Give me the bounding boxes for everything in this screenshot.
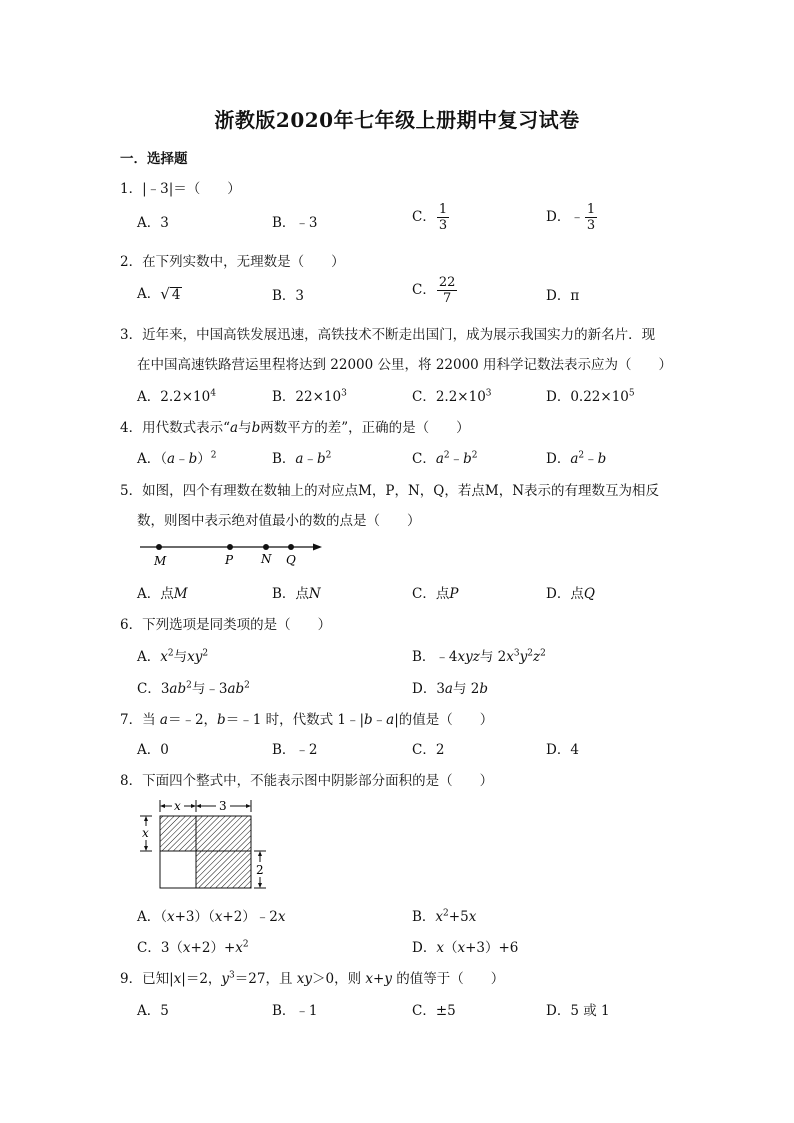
numerator: 1 bbox=[586, 202, 596, 217]
variable: b bbox=[316, 451, 326, 467]
variable: a bbox=[444, 681, 453, 697]
option-text: A．（ bbox=[137, 451, 167, 467]
section-heading: 一．选择题 bbox=[120, 151, 188, 167]
variable: x bbox=[506, 649, 514, 665]
q5-option-d[interactable] bbox=[546, 582, 595, 602]
point-p bbox=[227, 544, 233, 550]
stem-text: |＝2， bbox=[181, 971, 222, 987]
exponent: 2 bbox=[325, 450, 332, 461]
question-6-stem: 6．下列选项是同类项的是（ ） bbox=[120, 617, 332, 633]
variable: a bbox=[295, 451, 304, 467]
variable: b bbox=[479, 681, 489, 697]
q4-option-a[interactable] bbox=[137, 447, 216, 467]
variable: b bbox=[217, 712, 226, 728]
q9-option-b[interactable]: B．﹣1 bbox=[272, 1003, 318, 1019]
option-text: A． bbox=[137, 649, 161, 665]
option-text: C．3 bbox=[137, 681, 170, 697]
question-9-stem bbox=[120, 967, 504, 987]
question-5-line-1: 5．如图，四个有理数在数轴上的对应点M，P，N，Q，若点M，N表示的有理数互为相反 bbox=[120, 483, 660, 499]
option-text: +2）+ bbox=[190, 940, 236, 956]
q6-option-c[interactable] bbox=[137, 677, 250, 697]
q2-option-a[interactable] bbox=[137, 282, 182, 302]
variable: x bbox=[436, 940, 444, 956]
point-m bbox=[156, 544, 162, 550]
q7-option-c[interactable]: C．2 bbox=[412, 742, 445, 758]
exponent: 5 bbox=[628, 388, 635, 399]
variable: x+y bbox=[365, 971, 392, 987]
option-text: C．3（ bbox=[137, 940, 183, 956]
question-5-line-2: 数，则图中表示绝对值最小的数的点是（ ） bbox=[137, 513, 421, 529]
variable: b bbox=[188, 451, 198, 467]
variable: ab bbox=[227, 681, 245, 697]
option-text: D． bbox=[412, 940, 437, 956]
option-text: 与﹣3 bbox=[191, 681, 228, 697]
option-text: +3）+6 bbox=[465, 940, 519, 956]
exponent: 2 bbox=[540, 648, 546, 659]
shaded-square-x bbox=[160, 816, 196, 851]
variable: x bbox=[277, 909, 286, 925]
square-root bbox=[160, 287, 182, 303]
label-q: Q bbox=[286, 553, 296, 567]
exponent: 3 bbox=[513, 648, 520, 659]
variable: y bbox=[519, 649, 528, 665]
q1-option-c-prefix: C． bbox=[412, 209, 436, 225]
q4-option-c[interactable] bbox=[412, 447, 478, 467]
exponent: 2 bbox=[527, 648, 533, 659]
denominator: 3 bbox=[586, 218, 596, 233]
variable: xy bbox=[187, 649, 203, 665]
q5-option-a[interactable] bbox=[137, 582, 188, 602]
label-3: 3 bbox=[219, 799, 227, 813]
stem-text: 9．已知| bbox=[120, 971, 174, 987]
page-title: 浙教版2020年七年级上册期中复习试卷 bbox=[214, 108, 580, 132]
exponent: 4 bbox=[210, 388, 216, 399]
exponent: 3 bbox=[485, 388, 492, 399]
stem-text: |的值是（ ） bbox=[394, 712, 494, 728]
option-text: ﹣ bbox=[584, 451, 598, 467]
variable: z bbox=[533, 649, 541, 665]
exponent: 2 bbox=[443, 450, 450, 461]
q2-option-c[interactable] bbox=[412, 276, 457, 305]
arrow-icon bbox=[258, 883, 262, 888]
label-x-left: x bbox=[142, 826, 149, 840]
arrow-icon bbox=[196, 804, 201, 808]
q3-option-c-text: C．2.2×10 bbox=[412, 389, 486, 405]
unshaded-rect bbox=[160, 851, 196, 888]
q7-option-d[interactable]: D．4 bbox=[546, 742, 579, 758]
variable: x bbox=[167, 909, 175, 925]
q5-option-c[interactable] bbox=[412, 582, 458, 602]
question-3-line-2: 在中国高速铁路营运里程将达到 22000 公里，将 22000 用科学记数法表示应为（ ） bbox=[137, 357, 673, 373]
option-text: D．点 bbox=[546, 586, 584, 602]
q7-option-a[interactable]: A．0 bbox=[137, 742, 169, 758]
variable: M bbox=[173, 586, 188, 602]
denominator: 3 bbox=[438, 218, 448, 233]
q4-option-b[interactable] bbox=[272, 447, 331, 467]
option-text: D． bbox=[546, 451, 571, 467]
q2-option-b[interactable]: B．3 bbox=[272, 288, 305, 304]
option-text: B． bbox=[412, 909, 436, 925]
fraction bbox=[585, 203, 597, 232]
stem-text: ＞0，则 bbox=[312, 971, 366, 987]
q8-option-b[interactable] bbox=[412, 905, 476, 925]
stem-text: 两数平方的差”，正确的是（ ） bbox=[260, 420, 470, 436]
option-text: ﹣ bbox=[175, 451, 189, 467]
option-text: A．点 bbox=[137, 586, 174, 602]
variable: x bbox=[235, 940, 243, 956]
variable: ab bbox=[169, 681, 187, 697]
q3-option-d-text: D．0.22×10 bbox=[546, 389, 629, 405]
q3-option-b-text: B．22×10 bbox=[272, 389, 342, 405]
q3-option-d[interactable] bbox=[546, 385, 635, 405]
variable: xy bbox=[296, 971, 313, 987]
option-text: 与 2 bbox=[452, 681, 480, 697]
exponent: 2 bbox=[202, 648, 209, 659]
q7-option-b[interactable]: B．﹣2 bbox=[272, 742, 318, 758]
option-text: B．点 bbox=[272, 586, 309, 602]
question-8-stem: 8．下面四个整式中，不能表示图中阴影部分面积的是（ ） bbox=[120, 773, 494, 789]
stem-text: 4．用代数式表示“ bbox=[120, 420, 230, 436]
arrow-icon bbox=[160, 804, 165, 808]
fraction bbox=[437, 276, 458, 305]
variable: a bbox=[435, 451, 444, 467]
option-text: 与 bbox=[173, 649, 188, 665]
label-n: N bbox=[261, 552, 272, 566]
radical-sign-icon: √ bbox=[160, 285, 170, 304]
variable: x bbox=[160, 649, 168, 665]
q9-option-a[interactable]: A．5 bbox=[137, 1003, 169, 1019]
variable: x bbox=[214, 909, 223, 925]
question-4-stem bbox=[120, 416, 470, 436]
variable: b bbox=[463, 451, 472, 467]
q5-option-b[interactable] bbox=[272, 582, 321, 602]
q6-option-a[interactable] bbox=[137, 645, 208, 665]
fraction bbox=[437, 203, 449, 232]
numerator: 1 bbox=[438, 202, 448, 217]
q9-option-d[interactable]: D．5 或 1 bbox=[546, 1003, 610, 1019]
q3-option-b[interactable] bbox=[272, 385, 347, 405]
q6-option-b[interactable] bbox=[412, 645, 546, 665]
variable: a bbox=[386, 712, 395, 728]
label-m: M bbox=[154, 554, 167, 568]
q3-option-a-text: A．2.2×10 bbox=[137, 389, 211, 405]
variable: x bbox=[435, 909, 444, 925]
option-text: ） bbox=[197, 451, 211, 467]
q1-option-d-prefix: D．﹣ bbox=[546, 209, 584, 225]
variable: x bbox=[182, 940, 191, 956]
label-2: 2 bbox=[256, 863, 264, 877]
question-7-stem bbox=[120, 708, 493, 728]
q6-option-d[interactable] bbox=[412, 677, 488, 697]
exponent: 2 bbox=[244, 680, 250, 691]
point-q bbox=[288, 544, 294, 550]
stem-text: ＝﹣1 时，代数式 1﹣| bbox=[225, 712, 365, 728]
exponent: 2 bbox=[167, 648, 174, 659]
q1-option-a[interactable]: A．3 bbox=[137, 215, 169, 231]
option-text: ﹣ bbox=[449, 451, 464, 467]
arrow-icon bbox=[144, 846, 148, 851]
exponent: 2 bbox=[210, 450, 217, 461]
variable: a bbox=[230, 420, 239, 436]
option-text: D．3 bbox=[412, 681, 445, 697]
q2-option-a-prefix: A． bbox=[137, 286, 161, 302]
stem-text: ＝﹣2， bbox=[167, 712, 218, 728]
arrow-icon bbox=[258, 851, 262, 856]
stem-text: 与 bbox=[238, 420, 252, 436]
label-p: P bbox=[225, 553, 234, 567]
option-text: 与 2 bbox=[479, 649, 507, 665]
q3-option-a[interactable] bbox=[137, 385, 216, 405]
q3-option-c[interactable] bbox=[412, 385, 492, 405]
denominator: 7 bbox=[442, 291, 452, 306]
arrow-icon bbox=[144, 816, 148, 821]
variable: b bbox=[597, 451, 607, 467]
variable: x bbox=[173, 971, 182, 987]
arrow-icon bbox=[191, 804, 196, 808]
option-text: +3）（ bbox=[174, 909, 215, 925]
variable: xyz bbox=[457, 649, 480, 665]
option-text: +2）﹣2 bbox=[222, 909, 278, 925]
q4-option-d[interactable] bbox=[546, 447, 606, 467]
variable: Q bbox=[583, 586, 595, 602]
q1-option-d[interactable] bbox=[546, 203, 597, 232]
q2-option-d[interactable]: D．π bbox=[546, 288, 580, 304]
q8-option-c[interactable] bbox=[137, 936, 249, 956]
variable: P bbox=[449, 586, 459, 602]
stem-text: 的值等于（ ） bbox=[391, 971, 505, 987]
option-text: （ bbox=[443, 940, 458, 956]
option-text: C． bbox=[412, 451, 436, 467]
radicand: 4 bbox=[171, 286, 181, 303]
question-3-line-1: 3．近年来，中国高铁发展迅速，高铁技术不断走出国门，成为展示我国实力的新名片．现 bbox=[120, 327, 656, 343]
option-text: +5 bbox=[448, 909, 469, 925]
shaded-rect-bottom-right bbox=[196, 851, 251, 888]
q8-option-a[interactable] bbox=[137, 905, 286, 925]
q2-option-c-prefix: C． bbox=[412, 282, 436, 298]
exponent: 2 bbox=[578, 450, 585, 461]
variable: y bbox=[221, 971, 230, 987]
variable: b bbox=[364, 712, 373, 728]
point-n bbox=[263, 544, 269, 550]
option-text: B．﹣4 bbox=[412, 649, 458, 665]
variable: b bbox=[251, 420, 261, 436]
option-text: ﹣ bbox=[303, 451, 317, 467]
exponent: 3 bbox=[341, 388, 347, 399]
q1-option-b[interactable]: B．﹣3 bbox=[272, 215, 318, 231]
arrow-head-icon bbox=[313, 544, 322, 551]
stem-text: ＝27，且 bbox=[234, 971, 297, 987]
variable: N bbox=[308, 586, 321, 602]
q8-option-d[interactable] bbox=[412, 936, 518, 956]
exponent: 2 bbox=[242, 939, 249, 950]
exponent: 2 bbox=[186, 680, 192, 691]
numerator: 22 bbox=[438, 275, 456, 290]
exponent: 2 bbox=[443, 908, 449, 919]
exponent: 2 bbox=[471, 450, 478, 461]
variable: x bbox=[457, 940, 466, 956]
variable: a bbox=[167, 451, 176, 467]
exponent: 3 bbox=[229, 970, 235, 981]
shaded-rect-top-right bbox=[196, 816, 251, 851]
option-text: A．（ bbox=[137, 909, 167, 925]
variable: a bbox=[570, 451, 579, 467]
question-2-stem: 2．在下列实数中，无理数是（ ） bbox=[120, 254, 345, 270]
option-text: B． bbox=[272, 451, 296, 467]
stem-text: 7．当 bbox=[120, 712, 160, 728]
q9-option-c[interactable]: C．±5 bbox=[412, 1003, 456, 1019]
label-x-top: x bbox=[174, 799, 181, 813]
q1-option-c[interactable] bbox=[412, 203, 449, 232]
variable: a bbox=[159, 712, 168, 728]
arrow-icon bbox=[246, 804, 251, 808]
option-text: C．点 bbox=[412, 586, 450, 602]
question-1-stem: 1．|﹣3|＝（ ） bbox=[120, 181, 241, 197]
variable: x bbox=[468, 909, 477, 925]
stem-text: ﹣ bbox=[372, 712, 387, 728]
